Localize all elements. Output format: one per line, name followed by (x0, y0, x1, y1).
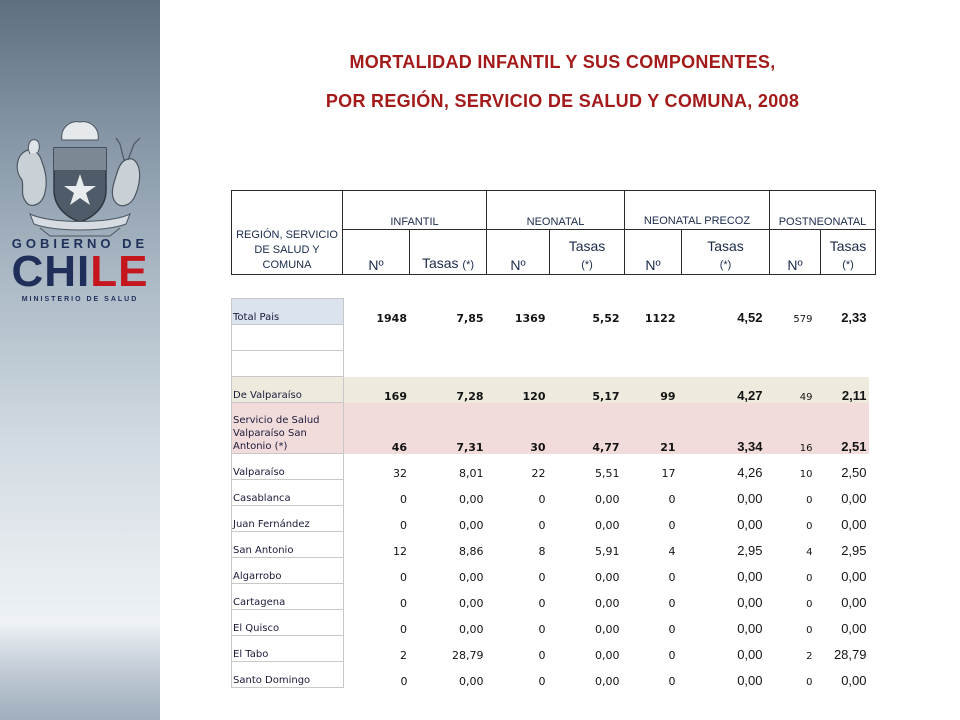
cell-post-n: 0 (806, 520, 813, 532)
cell-neo-t: 0,00 (595, 648, 620, 662)
row-label (232, 325, 344, 351)
table-row (232, 351, 869, 377)
cell-neo-t: 0,00 (595, 596, 620, 610)
cell-pre-t: 0,00 (737, 516, 763, 532)
tasa-note: (*) (462, 259, 475, 271)
cell-pre-n: 0 (668, 518, 676, 532)
cell-pre-t: 4,27 (678, 377, 765, 403)
cell-post-t (815, 351, 869, 377)
cell-neo-t: 4,77 (548, 403, 622, 454)
cell-inf-n: 0 (400, 596, 407, 610)
logo-ministerio-text: MINISTERIO DE SALUD (21, 296, 139, 303)
table-row (232, 558, 869, 584)
cell-post-n (765, 325, 815, 351)
cell-pre-n: 0 (668, 492, 676, 506)
cell-pre-t: 4,26 (737, 464, 763, 480)
cell-neo-n: 0 (538, 596, 546, 610)
cell-pre-n (622, 325, 678, 351)
cell-post-t: 0,00 (841, 490, 867, 506)
cell-post-n: 579 (765, 299, 815, 325)
cell-pre-t (678, 351, 765, 377)
cell-pre-t: 4,52 (678, 299, 765, 325)
sidebar-mist (0, 560, 160, 720)
cell-post-n: 10 (799, 468, 813, 480)
cell-inf-t: 0,00 (459, 570, 484, 584)
cell-pre-t: 2,95 (737, 542, 763, 558)
row-label: Servicio de Salud Valparaíso San Antonio (*) (232, 403, 344, 454)
cell-neo-n: 1369 (486, 299, 548, 325)
tasa-label: Tasas (568, 238, 606, 254)
cell-inf-n: 1948 (344, 299, 410, 325)
cell-post-t: 0,00 (841, 568, 867, 584)
cell-pre-t: 0,00 (737, 490, 763, 506)
cell-inf-t: 28,79 (452, 648, 484, 662)
cell-inf-t: 8,01 (459, 466, 484, 480)
cell-pre-n: 0 (668, 596, 676, 610)
cell-pre-n: 0 (668, 648, 676, 662)
table-row (232, 506, 869, 532)
logo-chile-part1: CHI (11, 247, 91, 296)
cell-post-n: 0 (806, 494, 813, 506)
cell-inf-t: 7,28 (410, 377, 486, 403)
table-row (232, 532, 869, 558)
cell-post-n (765, 351, 815, 377)
cell-post-n: 49 (765, 377, 815, 403)
header-infantil-n: Nº (343, 230, 410, 275)
cell-neo-n (486, 325, 548, 351)
header-post-tasa (821, 230, 876, 275)
table-row (232, 299, 869, 325)
tasa-note: (*) (581, 259, 593, 271)
cell-neo-t: 5,52 (548, 299, 622, 325)
cell-inf-n: 0 (400, 518, 407, 532)
cell-inf-n: 0 (400, 622, 407, 636)
tasa-label: Tasas (829, 238, 867, 254)
cell-neo-n: 0 (538, 674, 546, 688)
logo-chile-part2: LE (90, 247, 149, 296)
table-row (232, 610, 869, 636)
cell-pre-n: 21 (622, 403, 678, 454)
cell-neo-t: 0,00 (595, 570, 620, 584)
cell-post-t: 0,00 (841, 594, 867, 610)
table-row (232, 454, 869, 480)
row-label: Juan Fernández (232, 506, 344, 532)
row-label: El Quisco (232, 610, 344, 636)
cell-post-t: 28,79 (833, 646, 867, 662)
cell-post-t: 0,00 (841, 672, 867, 688)
cell-inf-n (344, 325, 410, 351)
cell-post-n: 0 (806, 598, 813, 610)
cell-inf-n: 2 (400, 648, 407, 662)
table-row (232, 403, 869, 454)
cell-post-t: 2,11 (815, 377, 869, 403)
row-label: Casablanca (232, 480, 344, 506)
cell-pre-n: 17 (661, 466, 676, 480)
cell-inf-t: 0,00 (459, 622, 484, 636)
cell-inf-t: 8,86 (459, 544, 484, 558)
cell-inf-n: 12 (393, 544, 407, 558)
logo-chile-text (0, 248, 160, 296)
cell-inf-t: 0,00 (459, 596, 484, 610)
header-region: REGIÓN, SERVICIO DE SALUD Y COMUNA (232, 191, 343, 275)
header-neonatal: NEONATAL (487, 191, 625, 230)
table-row (232, 325, 869, 351)
cell-neo-n: 8 (538, 544, 546, 558)
row-label: Cartagena (232, 584, 344, 610)
header-infantil-tasa (410, 230, 487, 275)
cell-post-t: 2,95 (841, 542, 867, 558)
header-neonatal-tasa (550, 230, 625, 275)
cell-neo-t: 5,51 (595, 466, 620, 480)
page-title-line2: POR REGIÓN, SERVICIO DE SALUD Y COMUNA, 2008 (325, 91, 800, 111)
cell-neo-n (486, 351, 548, 377)
row-label: Algarrobo (232, 558, 344, 584)
cell-inf-t: 0,00 (459, 492, 484, 506)
header-infantil: INFANTIL (343, 191, 487, 230)
row-label: Santo Domingo (232, 662, 344, 688)
cell-neo-t: 0,00 (595, 492, 620, 506)
cell-neo-t: 5,17 (548, 377, 622, 403)
tasa-note: (*) (842, 259, 854, 271)
cell-neo-n: 0 (538, 648, 546, 662)
cell-neo-n: 0 (538, 622, 546, 636)
cell-pre-n: 4 (668, 544, 676, 558)
table-body (232, 299, 869, 688)
cell-neo-t: 0,00 (595, 674, 620, 688)
tasa-label: Tasas (707, 238, 744, 254)
table-row (232, 377, 869, 403)
header-neonatal-precoz: NEONATAL PRECOZ (625, 191, 770, 230)
cell-post-n: 0 (806, 624, 813, 636)
table-row (232, 480, 869, 506)
cell-neo-t: 0,00 (595, 518, 620, 532)
row-label: El Tabo (232, 636, 344, 662)
cell-inf-n: 0 (400, 570, 407, 584)
cell-neo-n: 0 (538, 570, 546, 584)
row-label: Total Pais (232, 299, 344, 325)
logo-gobierno-text: GOBIERNO DE (11, 236, 149, 251)
page-title-line1: MORTALIDAD INFANTIL Y SUS COMPONENTES, (349, 52, 776, 72)
table-row (232, 636, 869, 662)
cell-pre-t: 0,00 (737, 620, 763, 636)
cell-neo-t (548, 325, 622, 351)
cell-post-t: 0,00 (841, 620, 867, 636)
cell-inf-n: 32 (393, 466, 407, 480)
cell-inf-t: 0,00 (459, 674, 484, 688)
cell-pre-n: 99 (622, 377, 678, 403)
cell-post-n: 2 (806, 650, 813, 662)
row-label: San Antonio (232, 532, 344, 558)
cell-pre-n: 0 (668, 570, 676, 584)
tasa-note: (*) (719, 259, 732, 271)
cell-inf-n: 169 (344, 377, 410, 403)
cell-post-n: 16 (765, 403, 815, 454)
cell-inf-t (410, 325, 486, 351)
cell-pre-n (622, 351, 678, 377)
mortality-data-table (231, 298, 869, 688)
cell-pre-t: 0,00 (737, 646, 763, 662)
cell-inf-n (344, 351, 410, 377)
cell-neo-n: 120 (486, 377, 548, 403)
cell-pre-t: 0,00 (737, 568, 763, 584)
row-label: Valparaíso (232, 454, 344, 480)
cell-inf-n: 0 (400, 674, 408, 688)
cell-pre-t: 3,34 (678, 403, 765, 454)
cell-neo-n: 30 (486, 403, 548, 454)
header-neonatal-n: Nº (487, 230, 550, 275)
row-label: De Valparaíso (232, 377, 344, 403)
cell-post-t: 2,33 (815, 299, 869, 325)
cell-pre-n: 0 (668, 622, 676, 636)
cell-neo-t: 5,91 (595, 544, 620, 558)
cell-inf-n: 0 (400, 492, 407, 506)
tasa-label: Tasas (421, 255, 459, 271)
cell-inf-t: 0,00 (459, 518, 484, 532)
cell-post-t: 0,00 (841, 516, 867, 532)
cell-post-t (815, 325, 869, 351)
cell-inf-t: 7,85 (410, 299, 486, 325)
cell-neo-n: 0 (538, 492, 546, 506)
cell-neo-n: 22 (531, 466, 546, 480)
cell-pre-t: 0,00 (737, 594, 763, 610)
cell-post-t: 2,50 (841, 464, 867, 480)
cell-post-n: 0 (806, 676, 813, 688)
header-precoz-tasa (682, 230, 770, 275)
cell-pre-n: 0 (668, 674, 676, 688)
cell-inf-t (410, 351, 486, 377)
row-label (232, 351, 344, 377)
cell-post-n: 4 (806, 546, 813, 558)
cell-neo-t: 0,00 (595, 622, 620, 636)
header-precoz-n: Nº (625, 230, 682, 275)
cell-pre-t (678, 325, 765, 351)
cell-neo-n: 0 (538, 518, 546, 532)
cell-inf-n: 46 (344, 403, 410, 454)
cell-pre-n: 1122 (622, 299, 678, 325)
cell-neo-t (548, 351, 622, 377)
header-post-n: Nº (770, 230, 821, 275)
table-row (232, 584, 869, 610)
cell-post-n: 0 (806, 572, 813, 584)
table-row (232, 662, 869, 688)
cell-pre-t: 0,00 (737, 672, 763, 688)
table-header (231, 190, 876, 275)
cell-inf-t: 7,31 (410, 403, 486, 454)
sidebar-banner (0, 0, 160, 720)
cell-post-t: 2,51 (815, 403, 869, 454)
header-postneonatal: POSTNEONATAL (770, 191, 876, 230)
